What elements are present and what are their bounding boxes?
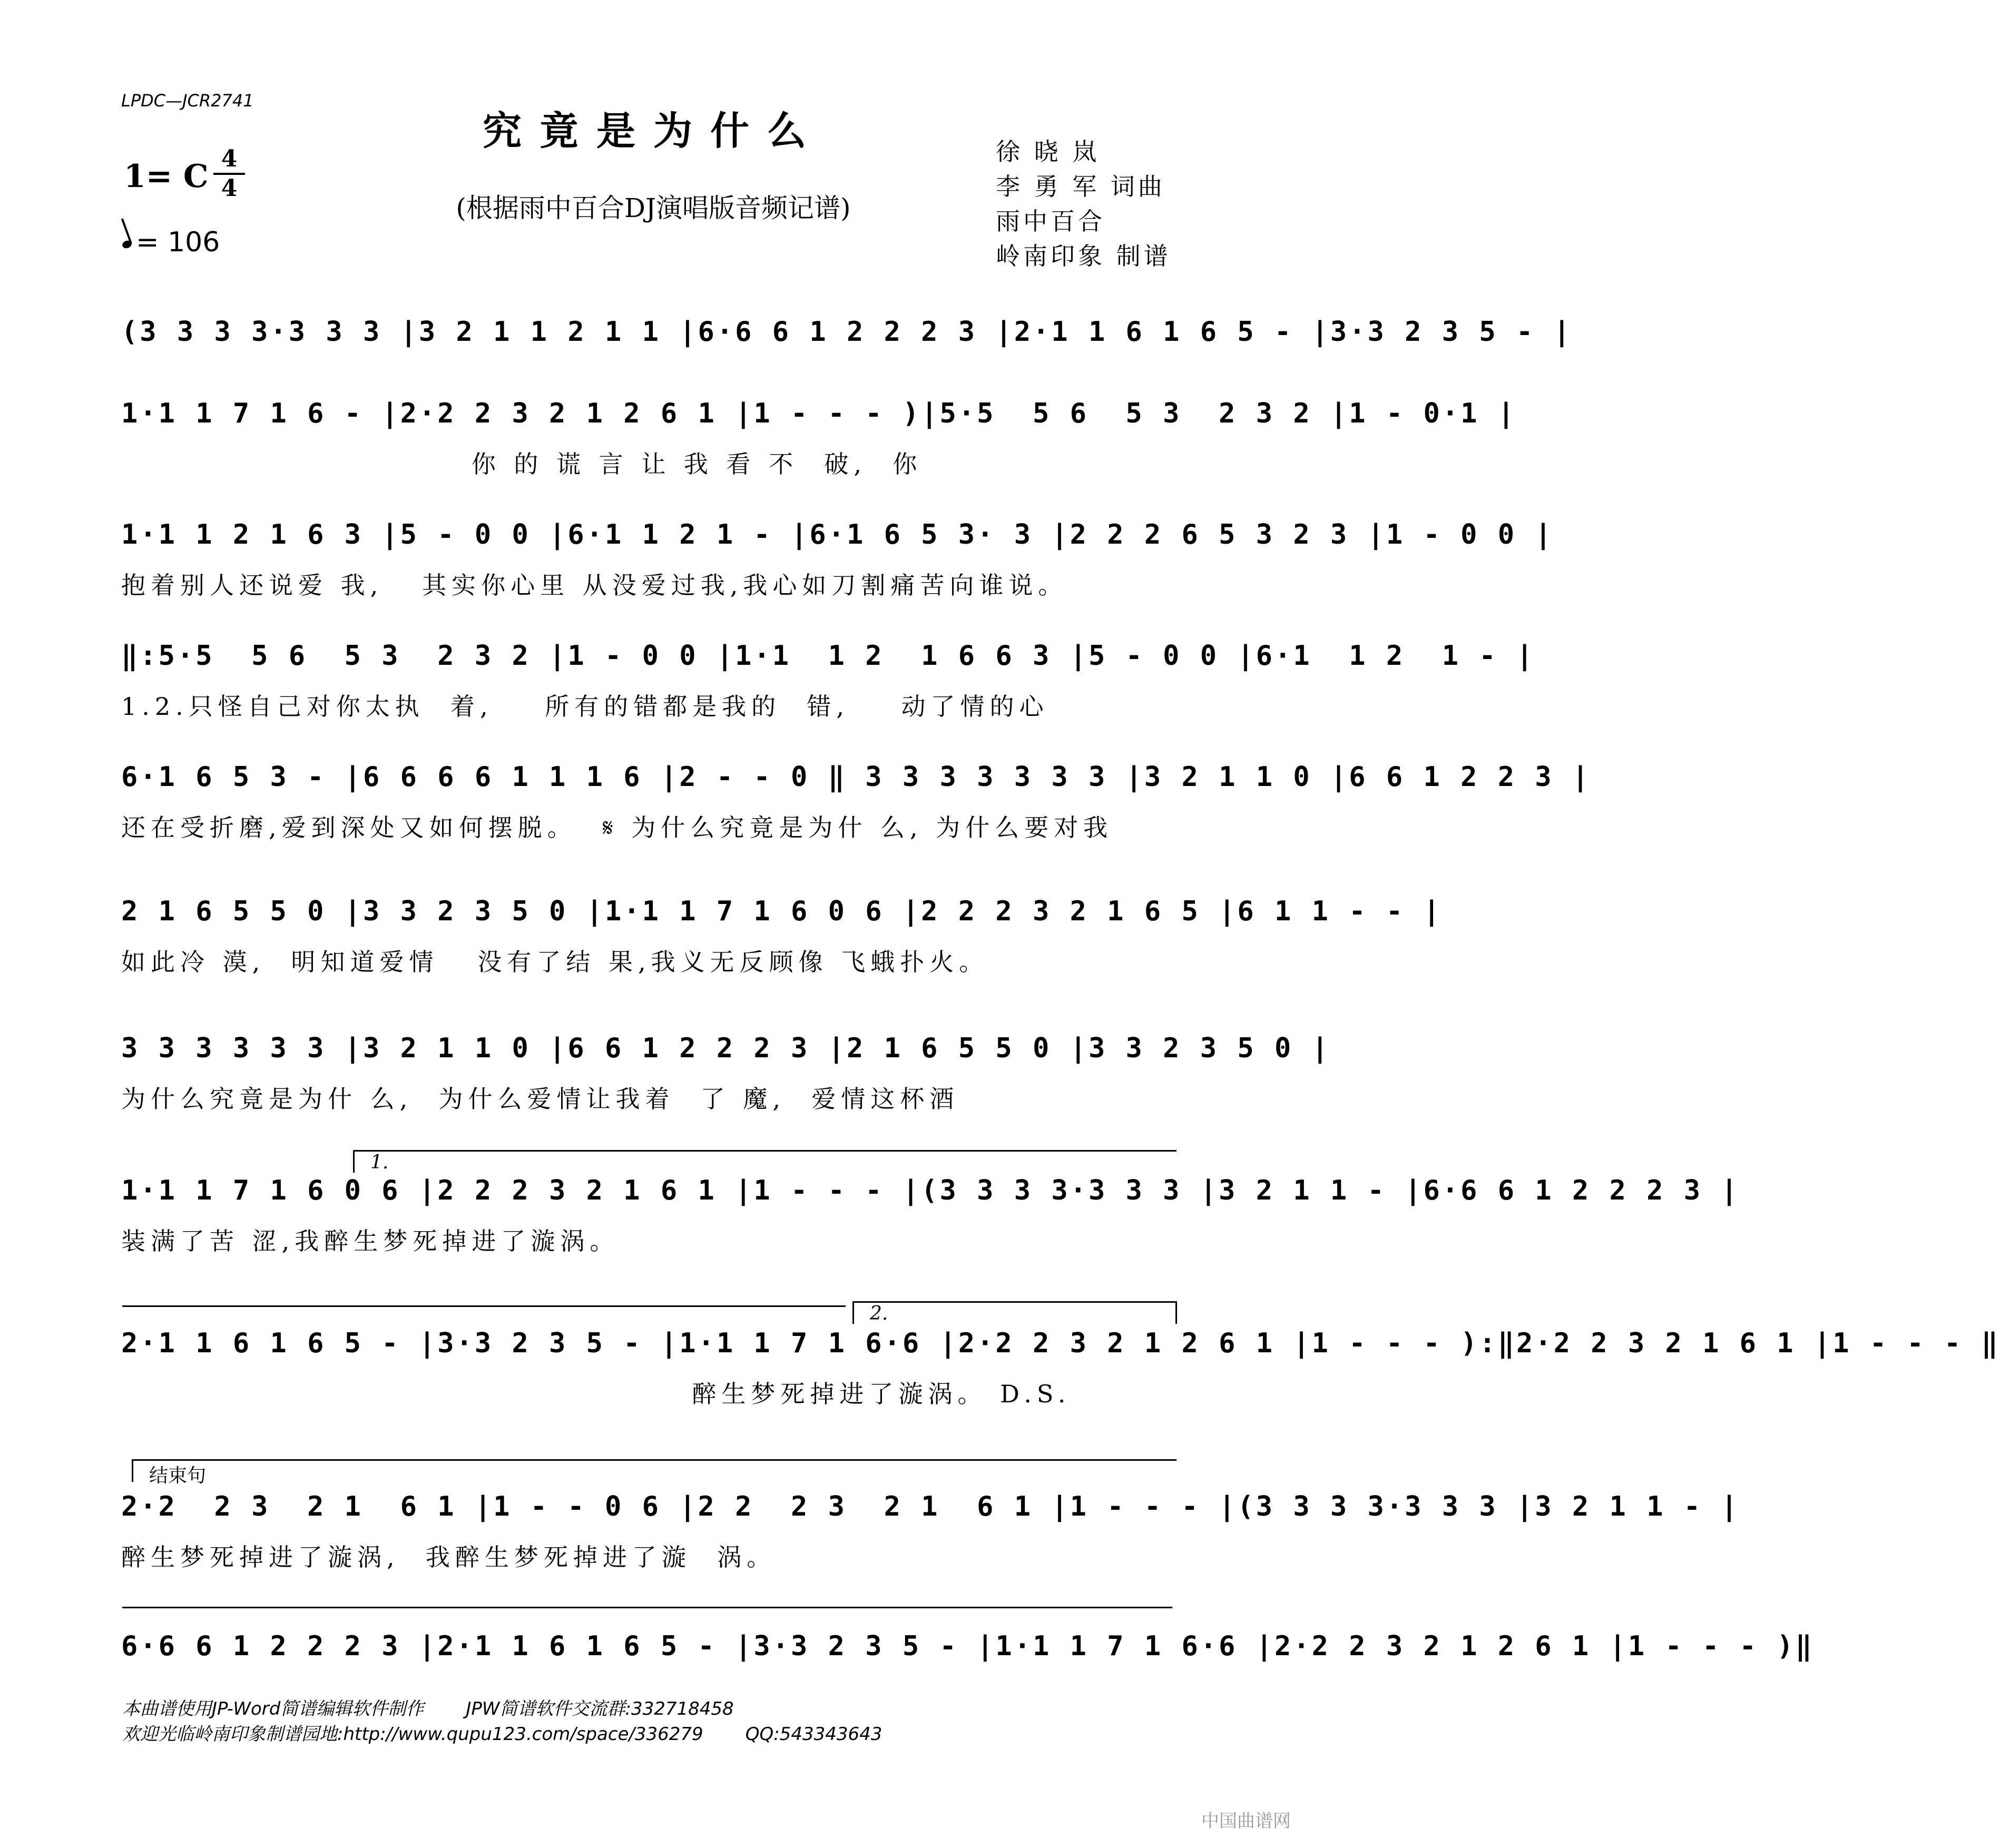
staff-system (121, 398, 1516, 480)
volta-2-bracket (852, 1301, 1177, 1324)
notation-line: 1·1 1 7 1 6 - |2·2 2 3 2 1 2 6 1 |1 - - - )|5·5 5 6 5 3 2 3 2 |1 - 0·1 | (121, 398, 1516, 429)
lyrics-line: 你 的 谎 言 让 我 看 不 破, 你 (121, 450, 923, 478)
notation-line: 3 3 3 3 3 3 |3 2 1 1 0 |6 6 1 2 2 2 3 |2 1 6 5 5 0 |3 3 2 3 5 0 | (121, 1033, 1330, 1064)
footer-software-note: 本曲谱使用JP-Word简谱编辑软件制作 (122, 1698, 424, 1719)
staff-system (121, 1033, 1330, 1115)
staff-system (121, 896, 1442, 978)
staff-system (121, 761, 1591, 843)
ending-bracket (132, 1459, 1177, 1487)
time-signature-bottom: 4 (221, 175, 238, 202)
staff-system (121, 1630, 1814, 1681)
credit-line: 雨中百合 (996, 207, 1105, 235)
credits (996, 134, 1171, 273)
lyrics-line: 装满了苦 涩,我醉生梦死掉进了漩涡。 (121, 1227, 620, 1255)
credit-line: 岭南印象 制谱 (996, 242, 1171, 270)
lyrics-line: 为什么究竟是为什 么, 为什么爱情让我着 了 魔, 爱情这杯酒 (121, 1085, 959, 1113)
lyrics-line: 还在受折磨,爱到深处又如何摆脱。 𝄋 为什么究竟是为什 么, 为什么要对我 (121, 813, 1113, 842)
notation-line: 6·6 6 1 2 2 2 3 |2·1 1 6 1 6 5 - |3·3 2 3 5 - |1·1 1 7 1 6·6 |2·2 2 3 2 1 2 6 1 |1 - - - )‖ (121, 1630, 1814, 1662)
site-watermark: 中国曲谱网 (1201, 1811, 1291, 1832)
footer-website-note[interactable]: 欢迎光临岭南印象制谱园地:http://www.qupu123.com/space/336279 (122, 1724, 703, 1745)
lyrics-line: 如此冷 漠, 明知道爱情 没有了结 果,我义无反顾像 飞蛾扑火。 (121, 948, 989, 976)
time-signature-top: 4 (221, 145, 238, 172)
notation-line: ‖:5·5 5 6 5 3 2 3 2 |1 - 0 0 |1·1 1 2 1 6 6 3 |5 - 0 0 |6·1 1 2 1 - | (121, 640, 1535, 672)
footer-group-note: JPW简谱软件交流群:332718458 (466, 1698, 734, 1719)
quarter-note-icon (121, 239, 133, 249)
score-code: LPDC—JCR2741 (121, 91, 254, 111)
staff-system (121, 316, 1572, 367)
staff-system (121, 1491, 1740, 1573)
coda-bracket (122, 1607, 1172, 1608)
lyrics-line: 醉生梦死掉进了漩涡, 我醉生梦死掉进了漩 涡。 (121, 1543, 777, 1571)
lyrics-line: 抱着别人还说爱 我, 其实你心里 从没爱过我,我心如刀割痛苦向谁说。 (121, 571, 1068, 599)
notation-line: 2 1 6 5 5 0 |3 3 2 3 5 0 |1·1 1 7 1 6 0 6 |2 2 2 3 2 1 6 5 |6 1 1 - - | (121, 896, 1442, 927)
staff-system (121, 1175, 1740, 1257)
notation-line: 1·1 1 7 1 6 0 6 |2 2 2 3 2 1 6 1 |1 - - - |(3 3 3 3·3 3 3 |3 2 1 1 - |6·6 6 1 2 2 2 3 | (121, 1175, 1740, 1206)
staff-system (121, 1328, 2000, 1410)
notation-line: (3 3 3 3·3 3 3 |3 2 1 1 2 1 1 |6·6 6 1 2 2 2 3 |2·1 1 6 1 6 5 - |3·3 2 3 5 - | (121, 316, 1572, 348)
volta-2-label: 2. (870, 1303, 888, 1324)
footer (122, 1696, 924, 1747)
tempo-value: = 106 (136, 227, 220, 258)
lyrics-line: 1.2.只怪自己对你太执 着, 所有的错都是我的 错, 动了情的心 (121, 692, 1049, 721)
key-signature: 1= C (124, 158, 209, 195)
footer-qq-note: QQ:543343643 (745, 1724, 883, 1745)
ending-label: 结束句 (149, 1465, 207, 1487)
tempo-marking (122, 227, 220, 258)
time-signature (213, 145, 245, 202)
notation-line: 2·1 1 6 1 6 5 - |3·3 2 3 5 - |1·1 1 7 1 6·6 |2·2 2 3 2 1 2 6 1 |1 - - - ):‖2·2 2 3 2 1 6 1 |1 - - - ‖ (121, 1328, 2000, 1359)
notation-line: 6·1 6 5 3 - |6 6 6 6 1 1 1 6 |2 - - 0 ‖ 3 3 3 3 3 3 3 |3 2 1 1 0 |6 6 1 2 2 3 | (121, 761, 1591, 793)
repeat-bracket (122, 1305, 846, 1307)
notation-line: 2·2 2 3 2 1 6 1 |1 - - 0 6 |2 2 2 3 2 1 6 1 |1 - - - |(3 3 3 3·3 3 3 |3 2 1 1 - | (121, 1491, 1740, 1522)
volta-1-bracket (353, 1150, 1177, 1173)
credit-line: 李 勇 军 词曲 (996, 172, 1165, 201)
credit-line: 徐 晓 岚 (996, 137, 1100, 166)
volta-1-label: 1. (370, 1152, 389, 1173)
notation-line: 1·1 1 2 1 6 3 |5 - 0 0 |6·1 1 2 1 - |6·1 6 5 3· 3 |2 2 2 6 5 3 2 3 |1 - 0 0 | (121, 519, 1554, 551)
staff-system (121, 519, 1554, 601)
song-title: 究竟是为什么 (483, 109, 824, 154)
lyrics-line: 醉生梦死掉进了漩涡。 D.S. (121, 1380, 1071, 1408)
staff-system (121, 640, 1535, 722)
song-subtitle: (根据雨中百合DJ演唱版音频记谱) (456, 193, 851, 223)
